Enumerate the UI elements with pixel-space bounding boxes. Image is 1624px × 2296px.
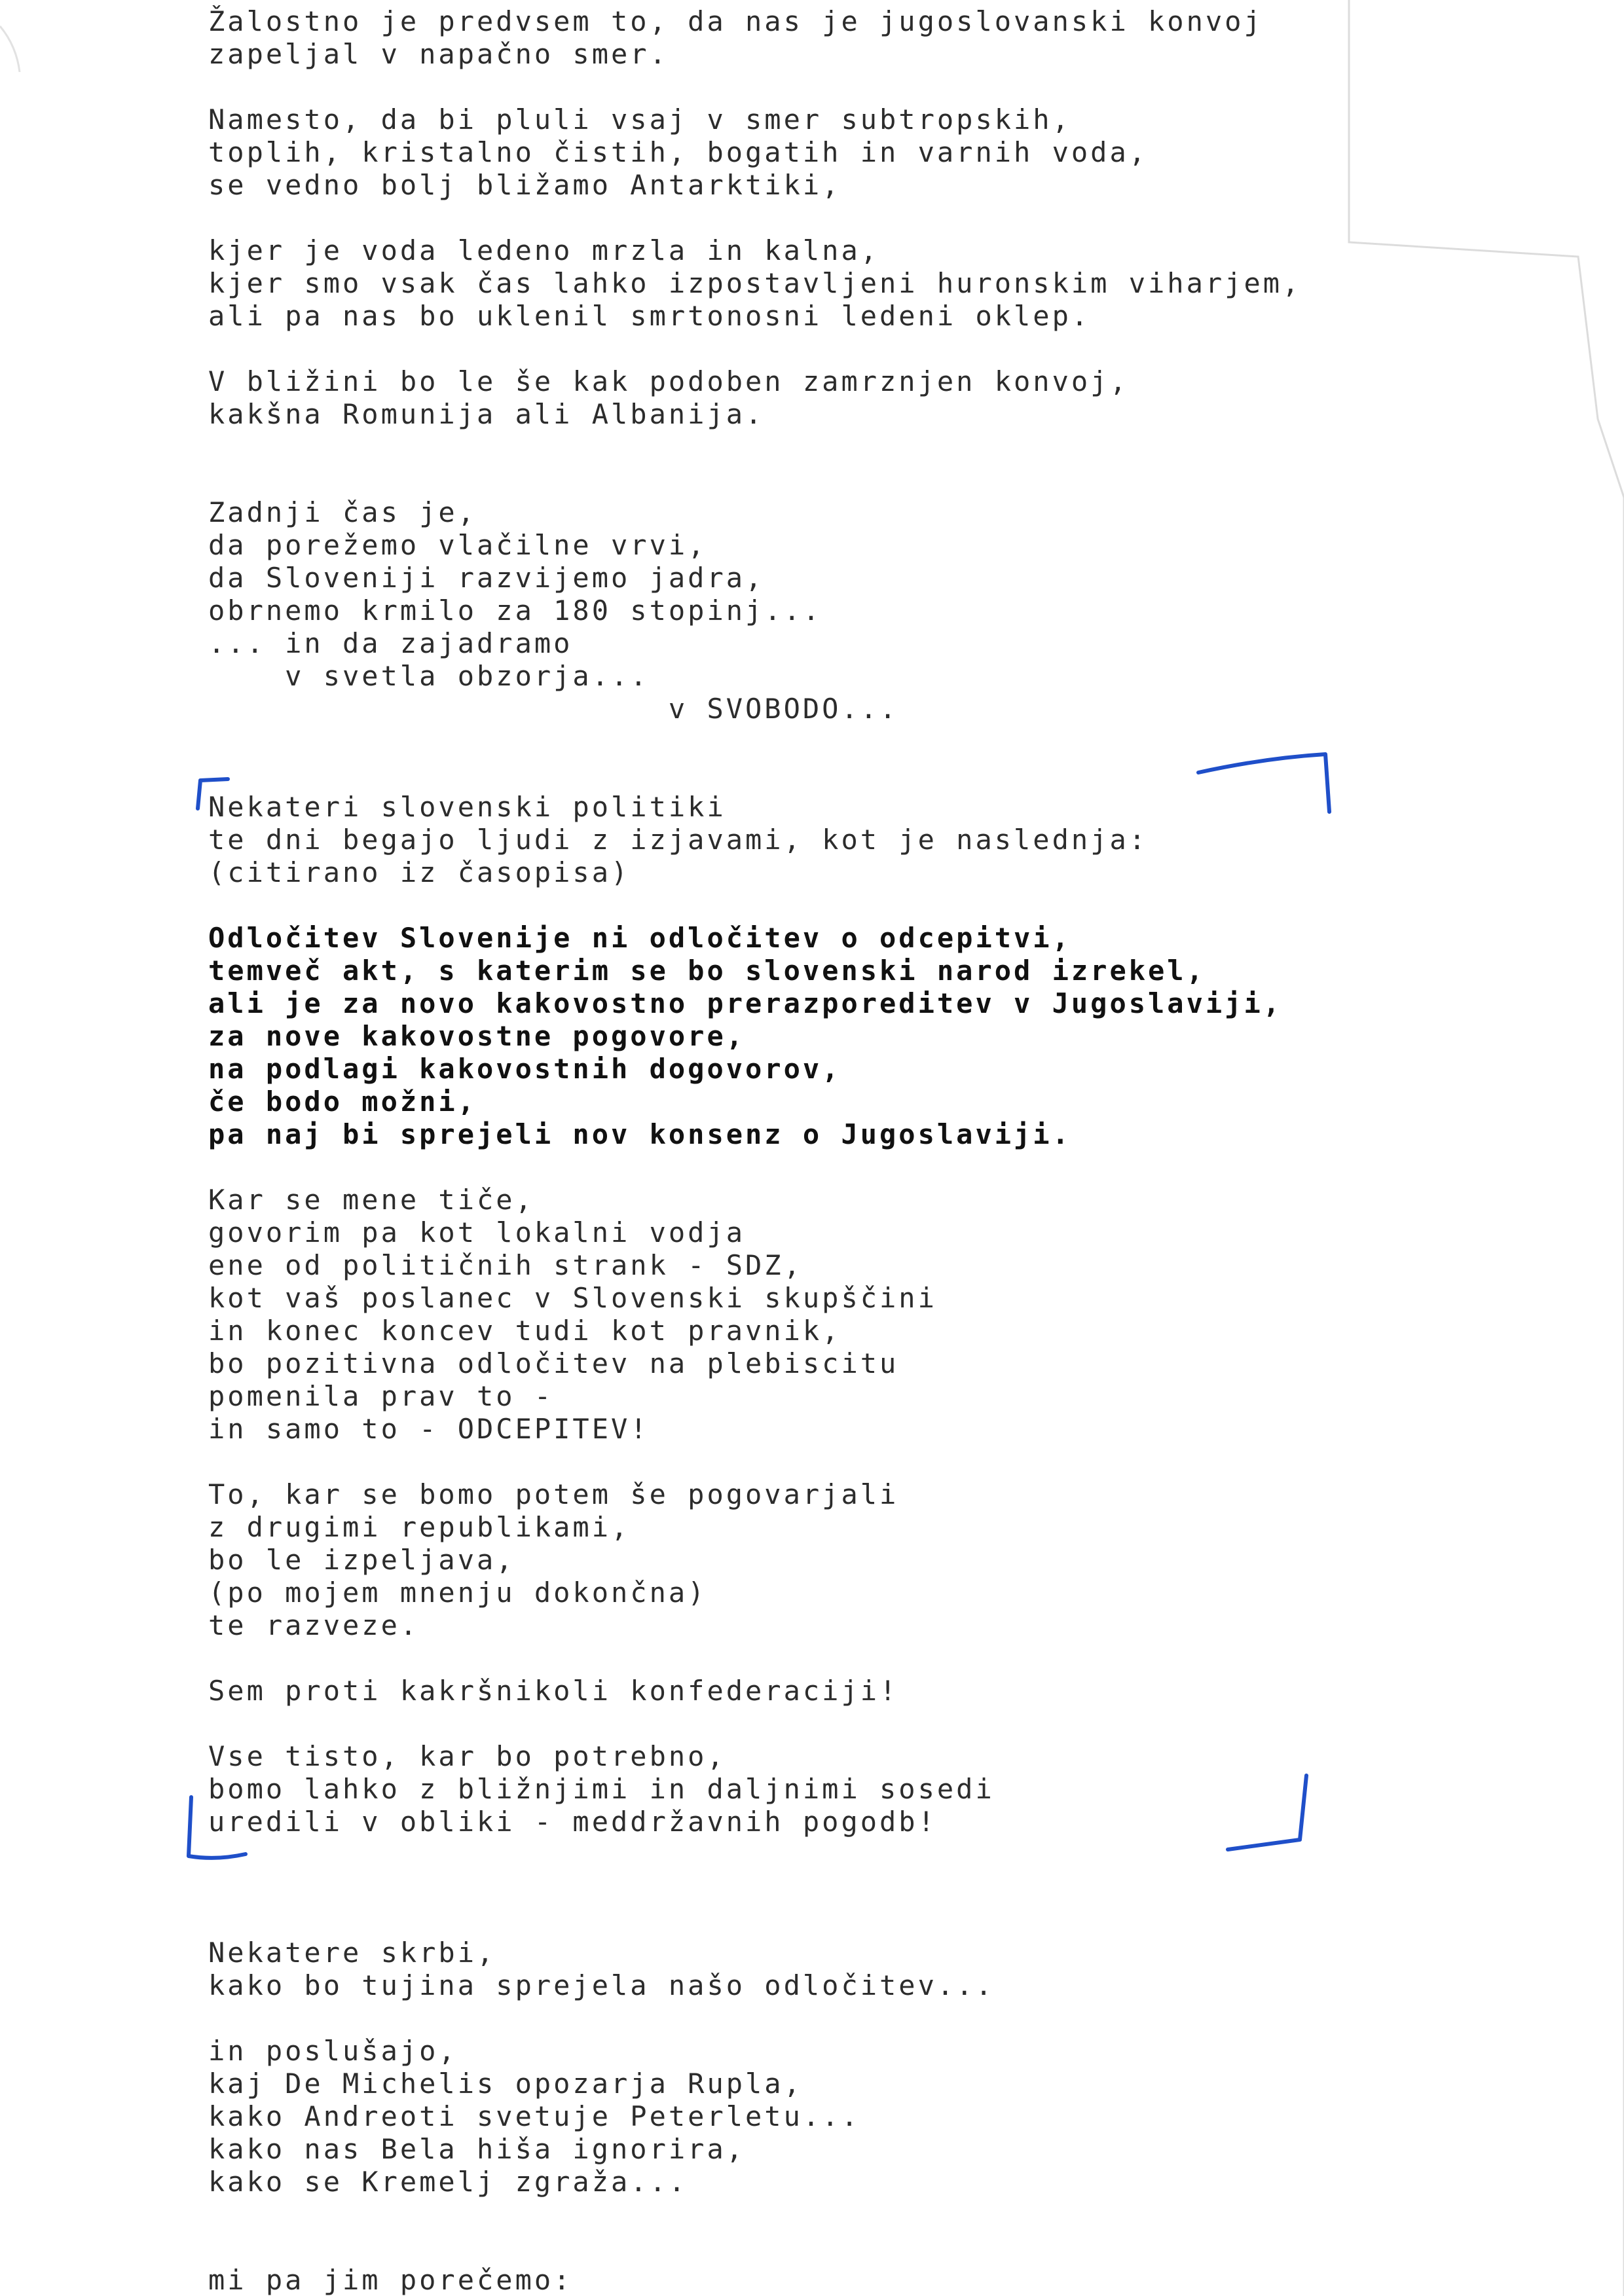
text-line: zapeljal v napačno smer. xyxy=(208,38,669,70)
text-line: in poslušajo, xyxy=(208,2035,458,2067)
text-line: kaj De Michelis opozarja Rupla, xyxy=(208,2068,803,2100)
text-line: da Sloveniji razvijemo jadra, xyxy=(208,562,765,594)
text-line: mi pa jim porečemo: xyxy=(208,2264,573,2296)
text-line: na podlagi kakovostnih dogovorov, xyxy=(208,1053,841,1085)
text-line: ene od političnih strank - SDZ, xyxy=(208,1249,803,1281)
text-line: (citirano iz časopisa) xyxy=(208,856,631,888)
text-line: te razveze. xyxy=(208,1609,420,1641)
text-line: To, kar se bomo potem še pogovarjali xyxy=(208,1478,899,1510)
text-line: in samo to - ODCEPITEV! xyxy=(208,1413,650,1445)
text-line: Kar se mene tiče, xyxy=(208,1184,534,1216)
blank-line xyxy=(208,71,1452,103)
blank-line xyxy=(208,1904,1452,1937)
text-line: Žalostno je predvsem to, da nas je jugoslovanski konvoj xyxy=(208,5,1263,37)
blank-line xyxy=(208,2198,1452,2231)
text-line: če bodo možni, xyxy=(208,1085,477,1118)
text-line: (po mojem mnenju dokončna) xyxy=(208,1576,707,1609)
text-line: z drugimi republikami, xyxy=(208,1511,631,1543)
text-line: v SVOBODO... xyxy=(208,693,899,725)
text-line: da porežemo vlačilne vrvi, xyxy=(208,529,707,561)
text-line: Nekatere skrbi, xyxy=(208,1937,496,1969)
text-line: pa naj bi sprejeli nov konsenz o Jugoslaviji. xyxy=(208,1118,1071,1150)
text-line: bo pozitivna odločitev na plebiscitu xyxy=(208,1347,899,1379)
text-line: kako Andreoti svetuje Peterletu... xyxy=(208,2100,860,2132)
text-line: bo le izpeljava, xyxy=(208,1544,515,1576)
text-line: v svetla obzorja... xyxy=(208,660,650,692)
text-line: ali je za novo kakovostno prerazporeditev v Jugoslaviji, xyxy=(208,987,1283,1019)
blank-line xyxy=(208,1707,1452,1740)
text-line: te dni begajo ljudi z izjavami, kot je naslednja: xyxy=(208,824,1149,856)
blank-line xyxy=(208,889,1452,922)
blank-line xyxy=(208,758,1452,791)
text-line: Vse tisto, kar bo potrebno, xyxy=(208,1740,726,1772)
typed-text-body xyxy=(208,5,1452,2296)
blank-line xyxy=(208,202,1452,234)
blank-line xyxy=(208,333,1452,365)
text-line: kako se Kremelj zgraža... xyxy=(208,2166,688,2198)
blank-line xyxy=(208,1642,1452,1675)
blank-line xyxy=(208,464,1452,496)
text-line: obrnemo krmilo za 180 stopinj... xyxy=(208,594,822,627)
text-line: ... in da zajadramo xyxy=(208,627,573,659)
text-line: za nove kakovostne pogovore, xyxy=(208,1020,746,1052)
text-line: uredili v obliki - meddržavnih pogodb! xyxy=(208,1806,937,1838)
text-line: kako nas Bela hiša ignorira, xyxy=(208,2133,746,2165)
text-line: toplih, kristalno čistih, bogatih in varnih voda, xyxy=(208,136,1149,168)
text-line: kot vaš poslanec v Slovenski skupščini xyxy=(208,1282,937,1314)
text-line: Nekateri slovenski politiki xyxy=(208,791,726,823)
text-line: Zadnji čas je, xyxy=(208,496,477,528)
text-line: ali pa nas bo uklenil smrtonosni ledeni oklep. xyxy=(208,300,1091,332)
text-line: kako bo tujina sprejela našo odločitev... xyxy=(208,1969,995,2001)
blank-line xyxy=(208,2002,1452,2035)
text-line: V bližini bo le še kak podoben zamrznjen konvoj, xyxy=(208,365,1129,397)
blank-line xyxy=(208,1838,1452,1871)
text-line: Odločitev Slovenije ni odločitev o odcepitvi, xyxy=(208,922,1071,954)
text-line: Namesto, da bi pluli vsaj v smer subtropskih, xyxy=(208,103,1071,136)
text-line: Sem proti kakršnikoli konfederaciji! xyxy=(208,1675,899,1707)
text-line: se vedno bolj bližamo Antarktiki, xyxy=(208,169,841,201)
blank-line xyxy=(208,1151,1452,1184)
text-line: kjer smo vsak čas lahko izpostavljeni huronskim viharjem, xyxy=(208,267,1302,299)
blank-line xyxy=(208,725,1452,758)
text-line: pomenila prav to - xyxy=(208,1380,554,1412)
text-line: kjer je voda ledeno mrzla in kalna, xyxy=(208,234,880,266)
blank-line xyxy=(208,431,1452,464)
text-line: bomo lahko z bližnjimi in daljnimi sosedi xyxy=(208,1773,995,1805)
blank-line xyxy=(208,1446,1452,1478)
blank-line xyxy=(208,1871,1452,1904)
text-line: temveč akt, s katerim se bo slovenski narod izrekel, xyxy=(208,955,1206,987)
text-line: govorim pa kot lokalni vodja xyxy=(208,1216,746,1248)
text-line: in konec koncev tudi kot pravnik, xyxy=(208,1315,841,1347)
blank-line xyxy=(208,2231,1452,2264)
text-line: kakšna Romunija ali Albanija. xyxy=(208,398,765,430)
